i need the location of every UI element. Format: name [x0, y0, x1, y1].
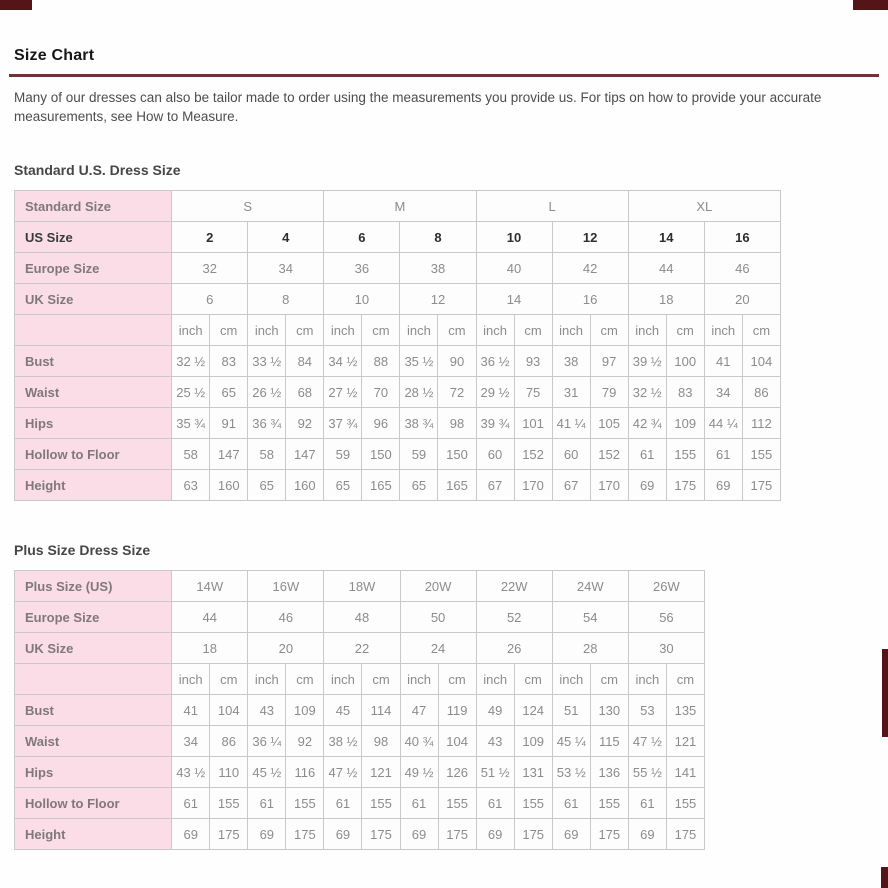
- table-cell: 155: [210, 788, 248, 819]
- table-row: [15, 470, 781, 501]
- table-cell: 75: [514, 377, 552, 408]
- table-row: [15, 788, 705, 819]
- table-cell: 34: [172, 726, 210, 757]
- table-cell: 84: [286, 346, 324, 377]
- table-cell: 10: [476, 222, 552, 253]
- table-cell: 175: [514, 819, 552, 850]
- table-cell: 90: [438, 346, 476, 377]
- table-cell: 67: [476, 470, 514, 501]
- row-label: Height: [15, 470, 172, 501]
- table-cell: inch: [400, 315, 438, 346]
- table-row: [15, 726, 705, 757]
- table-cell: 38: [400, 253, 476, 284]
- table-cell: 40: [476, 253, 552, 284]
- table-cell: 121: [666, 726, 704, 757]
- table-cell: 155: [742, 439, 780, 470]
- table-cell: 31: [552, 377, 590, 408]
- table-cell: 104: [210, 695, 248, 726]
- table-cell: 60: [476, 439, 514, 470]
- table-cell: 6: [172, 284, 248, 315]
- table-cell: cm: [514, 664, 552, 695]
- table-cell: 56: [628, 602, 704, 633]
- table-cell: 175: [742, 470, 780, 501]
- edge-artifact-right: [882, 649, 888, 737]
- table-cell: 58: [172, 439, 210, 470]
- table-cell: 155: [438, 788, 476, 819]
- table-cell: inch: [248, 315, 286, 346]
- table-cell: 119: [438, 695, 476, 726]
- table-row: [15, 284, 781, 315]
- table-row: [15, 757, 705, 788]
- table-cell: inch: [324, 315, 362, 346]
- table-cell: 69: [628, 819, 666, 850]
- table-cell: 69: [552, 819, 590, 850]
- table-cell: 86: [210, 726, 248, 757]
- table-cell: 36 ½: [476, 346, 514, 377]
- table-cell: 45 ½: [248, 757, 286, 788]
- table-cell: 24: [400, 633, 476, 664]
- table-cell: 22W: [476, 571, 552, 602]
- table-cell: 175: [362, 819, 400, 850]
- table-cell: 70: [362, 377, 400, 408]
- table-cell: 115: [590, 726, 628, 757]
- table-cell: inch: [552, 315, 590, 346]
- table-cell: 83: [666, 377, 704, 408]
- table-cell: 79: [590, 377, 628, 408]
- table-cell: 49 ½: [400, 757, 438, 788]
- standard-table-heading: Standard U.S. Dress Size: [14, 162, 181, 178]
- table-cell: cm: [362, 664, 400, 695]
- standard-size-table-container: [14, 190, 874, 501]
- table-cell: 114: [362, 695, 400, 726]
- page-title: Size Chart: [14, 47, 95, 64]
- table-cell: 2: [172, 222, 248, 253]
- table-cell: inch: [704, 315, 742, 346]
- table-cell: 147: [210, 439, 248, 470]
- table-cell: cm: [438, 315, 476, 346]
- table-cell: 14W: [172, 571, 248, 602]
- table-cell: 60: [552, 439, 590, 470]
- table-row: [15, 191, 781, 222]
- table-cell: 91: [210, 408, 248, 439]
- table-cell: 32 ½: [628, 377, 666, 408]
- row-label: Standard Size: [15, 191, 172, 222]
- table-cell: 8: [248, 284, 324, 315]
- table-cell: 34 ½: [324, 346, 362, 377]
- row-label: Hips: [15, 757, 172, 788]
- table-row: [15, 571, 705, 602]
- table-cell: 35 ½: [400, 346, 438, 377]
- table-cell: 47 ½: [628, 726, 666, 757]
- row-label: Bust: [15, 346, 172, 377]
- table-cell: 160: [210, 470, 248, 501]
- row-label: [15, 315, 172, 346]
- row-label: Europe Size: [15, 602, 172, 633]
- table-cell: 40 ¾: [400, 726, 438, 757]
- table-cell: 63: [172, 470, 210, 501]
- table-cell: 58: [248, 439, 286, 470]
- table-cell: 61: [552, 788, 590, 819]
- table-cell: 18: [172, 633, 248, 664]
- table-cell: 51: [552, 695, 590, 726]
- table-cell: 46: [248, 602, 324, 633]
- row-label: Hollow to Floor: [15, 788, 172, 819]
- table-cell: 36 ¼: [248, 726, 286, 757]
- table-cell: 50: [400, 602, 476, 633]
- table-cell: 12: [400, 284, 476, 315]
- table-cell: 175: [438, 819, 476, 850]
- table-cell: 98: [362, 726, 400, 757]
- row-label: [15, 664, 172, 695]
- table-cell: 155: [514, 788, 552, 819]
- table-cell: 45: [324, 695, 362, 726]
- table-cell: 41: [172, 695, 210, 726]
- table-row: [15, 819, 705, 850]
- table-cell: 49: [476, 695, 514, 726]
- table-cell: 26: [476, 633, 552, 664]
- table-cell: 69: [476, 819, 514, 850]
- table-cell: 18W: [324, 571, 400, 602]
- table-cell: 61: [400, 788, 438, 819]
- table-cell: 130: [590, 695, 628, 726]
- table-cell: 65: [210, 377, 248, 408]
- table-cell: cm: [666, 664, 704, 695]
- table-cell: 12: [552, 222, 628, 253]
- table-cell: 65: [248, 470, 286, 501]
- table-cell: 14: [476, 284, 552, 315]
- table-row: [15, 633, 705, 664]
- plus-table-heading: Plus Size Dress Size: [14, 542, 151, 558]
- table-cell: cm: [286, 664, 324, 695]
- table-cell: 83: [210, 346, 248, 377]
- table-cell: 6: [324, 222, 400, 253]
- table-cell: 47 ½: [324, 757, 362, 788]
- standard-table: [14, 190, 781, 501]
- table-cell: 69: [628, 470, 666, 501]
- table-cell: 69: [704, 470, 742, 501]
- table-cell: cm: [666, 315, 704, 346]
- edge-artifact-bottom-right: [881, 867, 888, 888]
- table-cell: 53 ½: [552, 757, 590, 788]
- table-cell: 44 ¼: [704, 408, 742, 439]
- table-cell: 88: [362, 346, 400, 377]
- row-label: Europe Size: [15, 253, 172, 284]
- table-cell: 52: [476, 602, 552, 633]
- table-cell: 109: [666, 408, 704, 439]
- table-cell: 147: [286, 439, 324, 470]
- table-cell: cm: [210, 315, 248, 346]
- table-cell: 39 ½: [628, 346, 666, 377]
- table-cell: 48: [324, 602, 400, 633]
- table-cell: inch: [172, 315, 210, 346]
- table-row: [15, 695, 705, 726]
- table-cell: 110: [210, 757, 248, 788]
- table-cell: 135: [666, 695, 704, 726]
- table-cell: M: [324, 191, 476, 222]
- table-cell: 35 ¾: [172, 408, 210, 439]
- table-cell: 26 ½: [248, 377, 286, 408]
- table-cell: 27 ½: [324, 377, 362, 408]
- table-cell: 8: [400, 222, 476, 253]
- edge-artifact-top-right: [853, 0, 888, 10]
- table-cell: 36 ¾: [248, 408, 286, 439]
- table-cell: 170: [514, 470, 552, 501]
- table-cell: 100: [666, 346, 704, 377]
- table-row: [15, 377, 781, 408]
- table-cell: 42: [552, 253, 628, 284]
- table-row: [15, 222, 781, 253]
- table-cell: 20: [704, 284, 780, 315]
- table-cell: 98: [438, 408, 476, 439]
- table-cell: 124: [514, 695, 552, 726]
- table-cell: 155: [666, 439, 704, 470]
- table-cell: 28: [552, 633, 628, 664]
- table-cell: 136: [590, 757, 628, 788]
- table-row: [15, 664, 705, 695]
- row-label: US Size: [15, 222, 172, 253]
- table-cell: 59: [400, 439, 438, 470]
- table-cell: 126: [438, 757, 476, 788]
- table-cell: 53: [628, 695, 666, 726]
- table-cell: 44: [628, 253, 704, 284]
- table-cell: inch: [324, 664, 362, 695]
- row-label: Plus Size (US): [15, 571, 172, 602]
- table-cell: 39 ¾: [476, 408, 514, 439]
- table-cell: 175: [210, 819, 248, 850]
- table-cell: cm: [514, 315, 552, 346]
- edge-artifact-top-left: [0, 0, 32, 10]
- table-cell: 116: [286, 757, 324, 788]
- row-label: Hips: [15, 408, 172, 439]
- table-cell: 43 ½: [172, 757, 210, 788]
- table-cell: 109: [286, 695, 324, 726]
- row-label: Waist: [15, 726, 172, 757]
- table-cell: 152: [590, 439, 628, 470]
- table-cell: cm: [742, 315, 780, 346]
- table-row: [15, 346, 781, 377]
- table-cell: inch: [628, 315, 666, 346]
- table-cell: 69: [172, 819, 210, 850]
- table-cell: 68: [286, 377, 324, 408]
- table-cell: 152: [514, 439, 552, 470]
- table-cell: 26W: [628, 571, 704, 602]
- row-label: Waist: [15, 377, 172, 408]
- table-cell: inch: [172, 664, 210, 695]
- table-cell: inch: [476, 664, 514, 695]
- table-cell: 36: [324, 253, 400, 284]
- table-row: [15, 253, 781, 284]
- table-cell: 45 ¼: [552, 726, 590, 757]
- table-cell: 150: [362, 439, 400, 470]
- table-cell: 155: [286, 788, 324, 819]
- table-cell: 92: [286, 726, 324, 757]
- table-cell: 175: [666, 819, 704, 850]
- table-cell: 20W: [400, 571, 476, 602]
- table-cell: 22: [324, 633, 400, 664]
- table-cell: 101: [514, 408, 552, 439]
- table-cell: 29 ½: [476, 377, 514, 408]
- table-cell: 16: [704, 222, 780, 253]
- table-cell: 51 ½: [476, 757, 514, 788]
- table-cell: 54: [552, 602, 628, 633]
- table-cell: 155: [666, 788, 704, 819]
- table-cell: 155: [362, 788, 400, 819]
- table-cell: 46: [704, 253, 780, 284]
- table-cell: 112: [742, 408, 780, 439]
- table-cell: 141: [666, 757, 704, 788]
- table-cell: 20: [248, 633, 324, 664]
- table-cell: 109: [514, 726, 552, 757]
- table-cell: 38: [552, 346, 590, 377]
- row-label: Bust: [15, 695, 172, 726]
- table-cell: 10: [324, 284, 400, 315]
- table-cell: 96: [362, 408, 400, 439]
- plus-size-table-container: [14, 570, 874, 850]
- table-row: [15, 602, 705, 633]
- table-cell: 41 ¼: [552, 408, 590, 439]
- title-underline: [9, 74, 879, 77]
- table-cell: cm: [362, 315, 400, 346]
- table-cell: 104: [742, 346, 780, 377]
- table-cell: 175: [590, 819, 628, 850]
- table-cell: 38 ½: [324, 726, 362, 757]
- table-cell: 175: [666, 470, 704, 501]
- table-cell: 69: [324, 819, 362, 850]
- table-cell: 28 ½: [400, 377, 438, 408]
- table-cell: 44: [172, 602, 248, 633]
- table-cell: 86: [742, 377, 780, 408]
- table-cell: cm: [438, 664, 476, 695]
- table-cell: cm: [590, 664, 628, 695]
- table-row: [15, 408, 781, 439]
- row-label: Height: [15, 819, 172, 850]
- table-cell: 61: [628, 439, 666, 470]
- table-cell: inch: [628, 664, 666, 695]
- table-cell: 61: [704, 439, 742, 470]
- table-cell: 41: [704, 346, 742, 377]
- table-cell: 150: [438, 439, 476, 470]
- table-cell: 104: [438, 726, 476, 757]
- table-cell: 93: [514, 346, 552, 377]
- table-cell: inch: [552, 664, 590, 695]
- table-cell: 105: [590, 408, 628, 439]
- table-cell: 165: [362, 470, 400, 501]
- table-cell: 65: [400, 470, 438, 501]
- table-cell: inch: [248, 664, 286, 695]
- table-cell: 61: [248, 788, 286, 819]
- table-cell: 170: [590, 470, 628, 501]
- table-cell: 131: [514, 757, 552, 788]
- table-cell: 61: [172, 788, 210, 819]
- table-cell: XL: [628, 191, 780, 222]
- table-cell: 33 ½: [248, 346, 286, 377]
- table-cell: 59: [324, 439, 362, 470]
- table-cell: 30: [628, 633, 704, 664]
- table-cell: 43: [476, 726, 514, 757]
- table-cell: 4: [248, 222, 324, 253]
- intro-text: Many of our dresses can also be tailor made to order using the measurements you provide us. For tips on how to provide your accurate measurements, see How to Measure.: [14, 90, 822, 124]
- row-label: Hollow to Floor: [15, 439, 172, 470]
- table-cell: 160: [286, 470, 324, 501]
- table-cell: 47: [400, 695, 438, 726]
- table-cell: 97: [590, 346, 628, 377]
- table-cell: 121: [362, 757, 400, 788]
- table-cell: 61: [476, 788, 514, 819]
- table-cell: S: [172, 191, 324, 222]
- table-cell: cm: [210, 664, 248, 695]
- table-cell: 32 ½: [172, 346, 210, 377]
- table-cell: 61: [324, 788, 362, 819]
- table-cell: 18: [628, 284, 704, 315]
- plus-table: [14, 570, 705, 850]
- table-cell: 32: [172, 253, 248, 284]
- table-row: [15, 315, 781, 346]
- table-cell: inch: [400, 664, 438, 695]
- table-cell: 37 ¾: [324, 408, 362, 439]
- table-cell: 16: [552, 284, 628, 315]
- table-cell: 61: [628, 788, 666, 819]
- table-cell: 16W: [248, 571, 324, 602]
- table-cell: 43: [248, 695, 286, 726]
- table-cell: inch: [476, 315, 514, 346]
- table-cell: 42 ¾: [628, 408, 666, 439]
- table-cell: 67: [552, 470, 590, 501]
- table-cell: 92: [286, 408, 324, 439]
- table-cell: 69: [248, 819, 286, 850]
- table-cell: 155: [590, 788, 628, 819]
- table-cell: 24W: [552, 571, 628, 602]
- table-cell: 69: [400, 819, 438, 850]
- table-cell: 65: [324, 470, 362, 501]
- table-cell: 25 ½: [172, 377, 210, 408]
- table-cell: L: [476, 191, 628, 222]
- row-label: UK Size: [15, 633, 172, 664]
- row-label: UK Size: [15, 284, 172, 315]
- table-row: [15, 439, 781, 470]
- table-cell: 165: [438, 470, 476, 501]
- table-cell: 14: [628, 222, 704, 253]
- table-cell: cm: [590, 315, 628, 346]
- table-cell: 72: [438, 377, 476, 408]
- table-cell: 34: [704, 377, 742, 408]
- table-cell: 175: [286, 819, 324, 850]
- table-cell: 38 ¾: [400, 408, 438, 439]
- table-cell: 55 ½: [628, 757, 666, 788]
- table-cell: 34: [248, 253, 324, 284]
- table-cell: cm: [286, 315, 324, 346]
